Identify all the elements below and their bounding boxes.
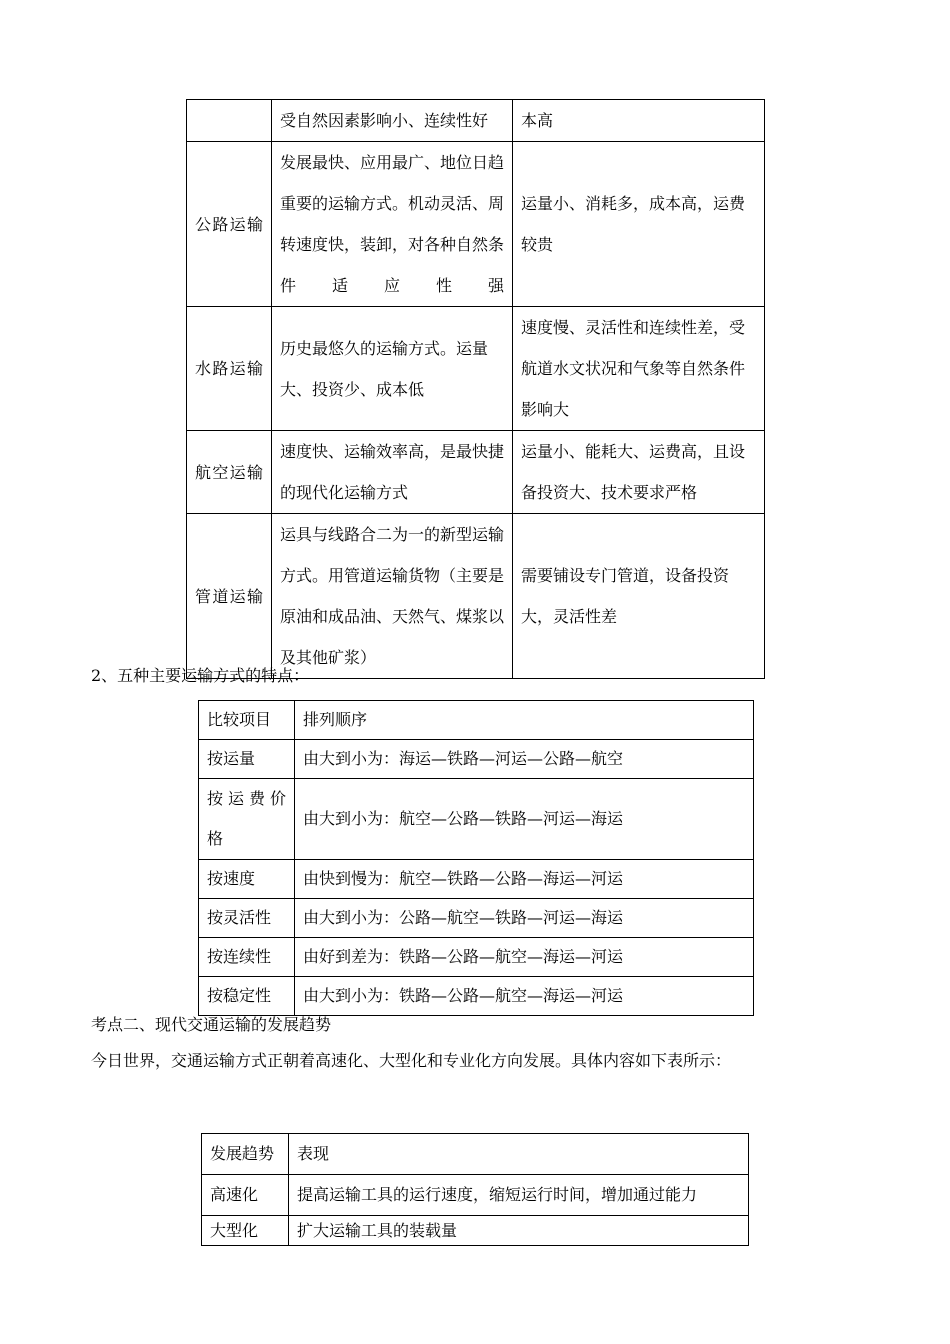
table-row [202,1175,749,1216]
section-heading-trends: 考点二、现代交通运输的发展趋势 [91,1015,332,1034]
table-row [187,142,765,307]
order-cell: 由大到小为：航空—公路—铁路—河运—海运 [295,779,754,860]
table-row [199,977,754,1016]
table-row [199,740,754,779]
transport-comparison-table [186,99,765,679]
mode-cell: 公路运输 [187,142,272,307]
advantages-cell: 历史最悠久的运输方式。运量大、投资少、成本低 [272,307,513,431]
section-heading-characteristics: 2、五种主要运输方式的特点： [91,666,310,685]
table-row [187,431,765,514]
ranking-table [198,700,754,1016]
table-row [187,100,765,142]
item-cell: 按速度 [199,860,295,899]
advantages-cell: 运具与线路合二为一的新型运输方式。用管道运输货物（主要是原油和成品油、天然气、煤浆以及其他矿浆） [272,514,513,679]
table-row [199,779,754,860]
disadvantages-cell: 速度慢、灵活性和连续性差，受航道水文状况和气象等自然条件影响大 [513,307,765,431]
disadvantages-cell: 运量小、能耗大、运费高，且设备投资大、技术要求严格 [513,431,765,514]
header-cell: 排列顺序 [295,701,754,740]
disadvantages-cell: 本高 [513,100,765,142]
header-cell: 发展趋势 [202,1134,289,1175]
header-cell: 比较项目 [199,701,295,740]
table-row [202,1216,749,1246]
trend-cell: 高速化 [202,1175,289,1216]
order-cell: 由大到小为：公路—航空—铁路—河运—海运 [295,899,754,938]
table-row [199,899,754,938]
item-cell: 按连续性 [199,938,295,977]
table-row [187,307,765,431]
intro-paragraph: 今日世界，交通运输方式正朝着高速化、大型化和专业化方向发展。具体内容如下表所示： [91,1051,732,1070]
performance-cell: 提高运输工具的运行速度，缩短运行时间，增加通过能力 [289,1175,749,1216]
table-header-row [202,1134,749,1175]
header-cell: 表现 [289,1134,749,1175]
advantages-cell: 发展最快、应用最广、地位日趋重要的运输方式。机动灵活、周转速度快，装卸，对各种自然条件适应性强 [272,142,513,307]
trends-table [201,1133,749,1246]
table-row [187,514,765,679]
disadvantages-cell: 需要铺设专门管道，设备投资大，灵活性差 [513,514,765,679]
mode-cell [187,100,272,142]
order-cell: 由快到慢为：航空—铁路—公路—海运—河运 [295,860,754,899]
mode-cell: 管道运输 [187,514,272,679]
order-cell: 由大到小为：铁路—公路—航空—海运—河运 [295,977,754,1016]
order-cell: 由好到差为：铁路—公路—航空—海运—河运 [295,938,754,977]
mode-cell: 航空运输 [187,431,272,514]
order-cell: 由大到小为：海运—铁路—河运—公路—航空 [295,740,754,779]
advantages-cell: 速度快、运输效率高，是最快捷的现代化运输方式 [272,431,513,514]
advantages-cell: 受自然因素影响小、连续性好 [272,100,513,142]
item-cell: 按运量 [199,740,295,779]
item-cell: 按稳定性 [199,977,295,1016]
disadvantages-cell: 运量小、消耗多，成本高，运费较贵 [513,142,765,307]
table-row [199,938,754,977]
table-header-row [199,701,754,740]
performance-cell: 扩大运输工具的装载量 [289,1216,749,1246]
item-cell: 按运费价格 [199,779,295,860]
mode-cell: 水路运输 [187,307,272,431]
trend-cell: 大型化 [202,1216,289,1246]
item-cell: 按灵活性 [199,899,295,938]
table-row [199,860,754,899]
